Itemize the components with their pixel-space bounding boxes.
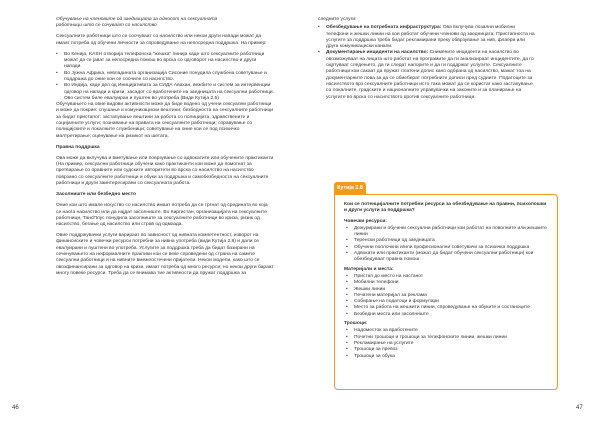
box-tag: Кутија 2.8 [334, 182, 366, 194]
legal-support-body: Ова може да вклучува и вметување или поврзување со адвокатите или обучените практиканти (На пример, сексуални работници обучени како практиканти кои може да помогнат за претварање со правните или судските авторитети во врска со насилство на насилство поврзано со сексуалните работници и обуки за поддршка и самобезбедноста на сексуалните работници и други заинтересирани со сексуалната работа. [56, 155, 274, 187]
list-item: • Пристап до место на настанот [346, 273, 424, 279]
list-item: • Адвокати или практиканти (можат да бидат обучени сексуални работници) кои обезбедуваат правна помош [346, 251, 534, 263]
left-column [56, 17, 274, 282]
list-item: • Собирање на податоци и формулари [346, 299, 439, 305]
left-title [56, 17, 274, 30]
page-number-left: 46 [12, 405, 19, 411]
list-item: • Место за работа на жешкити линии, спроведување на обуките и состаноците [346, 305, 530, 311]
materials-heading: Материјали и места: [344, 266, 394, 272]
left-paragraph-training: Обучувањето на овие видови активности може да биде водено од учени сексуални работници и може да покрие: спушање и комуникациски вештини; безбедноста на сексуалните работници за бидат пристапот: застапување вештини за работа со полицијата, здравствените и социјалните услуги; познавање на правата на сексуалните работници; справување со полицијските и локалните службеници; советување на оние кои се под психичко малтретирање; оценување на ризикот на шетата. [56, 102, 274, 139]
list-item: • Безбедни места или засолниште [346, 311, 429, 317]
left-bullet: • Во Јужна Африка, невладината организација Сисоние понудила службена советување и поддршка до оние кои се соочиле со насилство. [56, 70, 267, 82]
list-item: • Рекламирање на услугите [346, 340, 414, 346]
list-item: • Печатени материјал за реклама [346, 292, 427, 298]
costs-heading: Трошоци: [344, 321, 368, 327]
list-item: • Мобилни телефони [346, 280, 399, 286]
right-bullet-documentation: • Документирање инциденти на насилство: Снимените инциденти на насилство во овозможуваат на лицата што работат на програмите да ги анализираат инцидентите, да го оцртуваат следењето, да ги следат напорите и да ги поддржат услугите. Сексуалните работници кои сакаат да пружат платени допис кано одбрана од насилство, мажат тоа на документарните пова за да се обиеберат потребните дописи пред судиите. Податоците за насилството врз сексуалните работници исто така можат да се користат како застапување со локалните, градските и националните управувачки на законите и за планирање на услугите во врска со насилството против сексуалните работници. [318, 50, 534, 100]
left-bullet: • Во Индија, каде дел од Иницијативата за СИДА Авахан, вежбите и систем за интервенции одговор на напади и кризи, засадот со вработените на заедницата на сексуални работници. Ово систем биле евалуиран и пуштен во употреба (Види Кутија 2.5) [56, 83, 274, 101]
left-paragraph-last: Овие поддржувачки услуги варираат во зависност од нивната компетентност, изворот на финансиските и човечки ресурси потребни за нивна употреба (види Кутија 2.8) и дали се евалуирани и пуштени во употреба. Услугите за поддршка треба да бидат базирани на сеченувањето на неформалните практики кои се веќе спроведени од страна на самите сексуални работници и на нивните вмежеостечени пријатели. Некои модели, како што се овозфинансирани за одговор на кризи, имаат потреба од много ресурси; но некои други бараат многу повеќе ресурси. Треба да се внимава тие активности да пружат поддршка за [56, 233, 274, 276]
human-resources-heading: Човечки ресурси: [344, 218, 387, 224]
list-item: • Почетни трошоци и трошоци за телефонските линии, жешки линии [346, 334, 507, 340]
resource-box [334, 194, 558, 390]
list-item: • Обучени поплочкни и/или професионални советувачи за психичка поддршка [346, 244, 530, 250]
right-lead: следните услуги: [318, 17, 357, 22]
left-intro: Сексуалните работници што се соочуваат со насилство или некои други напади можат да имаат потреба од обучени личности за спроведување на непосредна поддршка. На пример: [56, 34, 267, 46]
legal-support-heading: Правна поддршка [56, 144, 100, 150]
list-item: • Трошоци за обука [346, 353, 395, 359]
box-question: Кои се потенцијалните потребни ресурси за обезбедување на правни, психолошки и други услуги за поддршка? [344, 202, 547, 214]
list-item: • Трошоци за превоз [346, 347, 398, 353]
shelter-heading: Засолниште или безбедно место [56, 192, 136, 198]
left-bullet: • Во Кенија, KASH отворија телефонска "жешка" линија каде што сексуалните работници можат да се јават за непосредна помош во врска со одговорот на насилство и други напади. [56, 51, 265, 70]
list-item: • Терeнски работници од заедницата [346, 238, 435, 244]
page-number-right: 47 [576, 405, 583, 411]
human-resources-list [344, 226, 548, 264]
left-title-line-2: работници што се сочуваат со насилство [56, 23, 157, 29]
shelter-body: Оние кои што имале искуство со насилство имаат потреба да се тргнат од средината во која се наоѓа насилство или да најдат засолниште. Во Киргистан, организацијата на сексуалните работници, ТансПлус понудила засолниште за сексуалните работници во криза, ризик од насилство, бегање од насилство или страв од одмазда. [56, 203, 268, 228]
list-item: • Дежурирани и обучени сексуални работници кои работат на поволните или жешките линии [346, 225, 547, 238]
left-title-line-1: Обучување на членовите од заедницата за односот на сексуалната [56, 17, 218, 22]
left-bullet-list [56, 52, 274, 102]
list-item: • Надоместок за вработените [346, 328, 418, 334]
materials-list [344, 274, 548, 318]
right-page [300, 0, 600, 424]
right-column [318, 17, 536, 101]
right-bullet-infrastructure: • Обезбедување на потребната инфраструктура: Ова вклучува лозални мобилни телефони и жешки линии на кои работат обучени членови од заедницата. Пристапноста на услугите за поддршка треба бидат рекламирани преку обврзувањe за нив, флаери или друга комуникациски канали. [318, 25, 535, 50]
costs-list [344, 328, 548, 359]
list-item: • Жешки линии [346, 286, 386, 292]
